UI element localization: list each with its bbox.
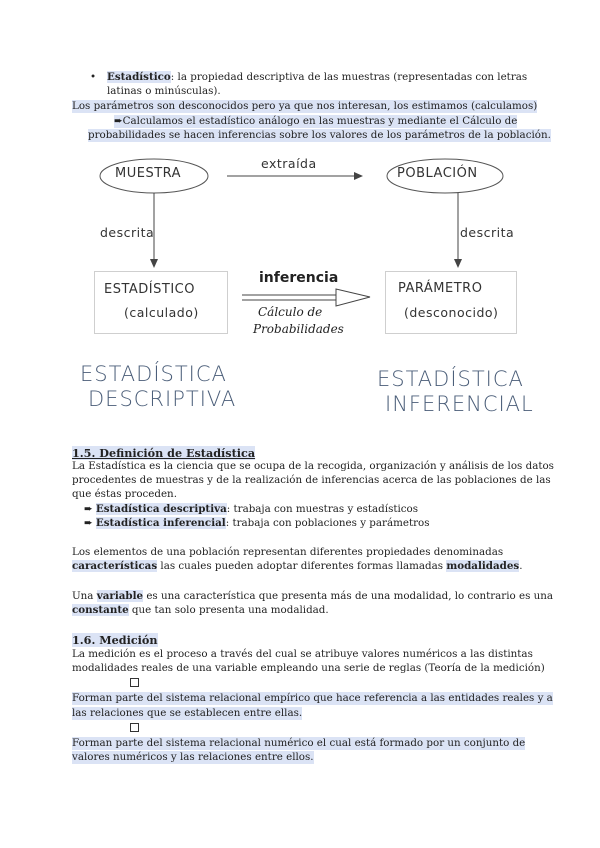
calculado-label: (calculado) xyxy=(124,305,199,320)
poblacion-label: POBLACIÓN xyxy=(397,166,478,181)
bullet-estadistico-cont: latinas o minúsculas). xyxy=(107,85,221,97)
s16-p2: modalidades reales de una variable empleando una serie de reglas (Teoría de la medición) xyxy=(72,662,545,674)
s15-q1a: Los elementos de una población representan diferentes propiedades denominadas xyxy=(72,546,504,558)
section-1-6-title: 1.6. Medición xyxy=(72,633,158,647)
descriptiva-title-1: ESTADÍSTICA xyxy=(80,362,227,386)
inferencial-title-1: ESTADÍSTICA xyxy=(377,367,524,391)
estadistico-box xyxy=(94,271,228,334)
term-estadistico: Estadístico xyxy=(107,71,171,83)
s16-p1: La medición es el proceso a través del cual se atribuye valores numéricos a las distintas xyxy=(72,648,533,660)
s16-s1a: Forman parte del sistema relacional empírico que hace referencia a las entidades reales y a xyxy=(72,692,553,704)
extraida-label: extraída xyxy=(261,156,317,171)
inference-diagram xyxy=(0,0,600,420)
list-item-descriptiva: ➨ Estadística descriptiva: trabaja con muestras y estadísticos xyxy=(84,503,419,515)
checkbox-square-1 xyxy=(130,678,139,687)
bullet-estadistico: Estadístico: la propiedad descriptiva de las muestras (representadas con letras xyxy=(107,71,528,83)
parametro-label: PARÁMETRO xyxy=(398,281,483,296)
list-item-inferencial: ➨ Estadística inferencial: trabaja con poblaciones y parámetros xyxy=(84,517,430,529)
s15-q1b: características las cuales pueden adoptar diferentes formas llamadas modalidades. xyxy=(72,560,523,572)
calculo-label-1: Cálculo de xyxy=(258,305,323,319)
section-1-5-title: 1.5. Definición de Estadística xyxy=(72,446,256,460)
params-line: Los parámetros son desconocidos pero ya que nos interesan, los estimamos (calculamos) xyxy=(72,100,538,112)
s15-p3: que éstas proceden. xyxy=(72,488,177,500)
s15-p2: procedentes de muestras y de la realización de inferencias acerca de las poblaciones de las xyxy=(72,474,551,486)
s15-p1: La Estadística es la ciencia que se ocupa de la recogida, organización y análisis de los datos xyxy=(72,460,554,472)
arrow-line-2: probabilidades se hacen inferencias sobre los valores de los parámetros de la población. xyxy=(88,129,551,141)
descrita-left-label: descrita xyxy=(100,225,155,240)
desconocido-label: (desconocido) xyxy=(404,305,499,320)
s16-s2b: valores numéricos y las relaciones entre ellos. xyxy=(72,751,314,763)
muestra-label: MUESTRA xyxy=(115,166,182,181)
checkbox-square-2 xyxy=(130,723,139,732)
inferencial-title-2: INFERENCIAL xyxy=(385,392,534,416)
estadistico-label: ESTADÍSTICO xyxy=(104,282,195,297)
s15-q2b: constante que tan solo presenta una modalidad. xyxy=(72,604,329,616)
calculo-label-2: Probabilidades xyxy=(253,322,344,336)
descriptiva-title-2: DESCRIPTIVA xyxy=(88,387,237,411)
descrita-right-label: descrita xyxy=(460,225,515,240)
s16-s1b: las relaciones que se establecen entre ellas. xyxy=(72,707,303,719)
bullet-dot: • xyxy=(90,71,97,83)
inferencia-label: inferencia xyxy=(259,270,339,286)
s16-s2a: Forman parte del sistema relacional numérico el cual está formado por un conjunto de xyxy=(72,737,526,749)
arrow-line-1: ➨Calculamos el estadístico análogo en las muestras y mediante el Cálculo de xyxy=(114,115,518,127)
s15-q2a: Una variable es una característica que presenta más de una modalidad, lo contrario es una xyxy=(72,590,554,602)
